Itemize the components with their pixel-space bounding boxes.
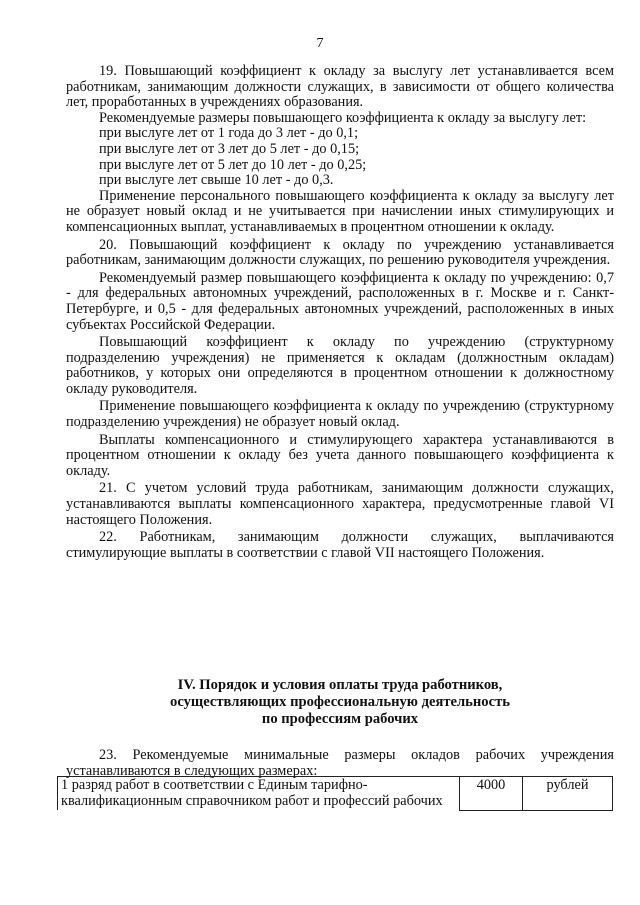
section-heading-line-2: осуществляющих профессиональную деятельность: [170, 694, 510, 710]
page-number: 7: [316, 36, 324, 51]
rates-table: [57, 776, 613, 811]
paragraph-20: 20. Повышающий коэффициент к окладу по учреждению устанавливается работникам, занимающим должности служащих, по решению руководителя учреждения.: [66, 236, 614, 269]
paragraph-recommended-coefficient: Рекомендуемый размер повышающего коэффициента к окладу по учреждению: 0,7 - для федеральных автономных учреждений, расположенных в г. Москве и г. Санкт-Петербурге, и 0,5 - для федеральных автономных учреждений, расположенных в иных субъектах Российской Федерации.: [66, 269, 614, 333]
seniority-item-3: при выслуге лет от 5 лет до 10 лет - до 0,25;: [99, 156, 367, 173]
document-body: [66, 64, 614, 561]
seniority-item-2: при выслуге лет от 3 лет до 5 лет - до 0,15;: [99, 140, 360, 157]
seniority-item-1: при выслуге лет от 1 года до 3 лет - до 0,1;: [99, 125, 359, 142]
section-heading: [66, 677, 614, 728]
rate-description-cell: 1 разряд работ в соответствии с Единым тарифно-квалификационным справочником работ и профессий рабочих: [58, 777, 460, 811]
rate-unit-cell: рублей: [523, 777, 613, 811]
paragraph-personal-coefficient: Применение персонального повышающего коэффициента к окладу за выслугу лет не образует новый оклад и не учитывается при начислении иных стимулирующих и компенсационных выплат, устанавливаемых в процентном отношении к окладу.: [66, 187, 614, 235]
paragraph-22: 22. Работникам, занимающим должности служащих, выплачиваются стимулирующие выплаты в соответствии с главой VII настоящего Положения.: [66, 529, 614, 561]
paragraph-19: 19. Повышающий коэффициент к окладу за выслугу лет устанавливается всем работникам, занимающим должности служащих, в зависимости от общего количества лет, проработанных в учреждениях образования.: [66, 63, 614, 111]
paragraph-coefficient-no-new-salary: Применение повышающего коэффициента к окладу по учреждению (структурному подразделению учреждения) не образует новый оклад.: [66, 398, 614, 431]
table-row: [58, 777, 613, 811]
section-heading-line-1: IV. Порядок и условия оплаты труда работников,: [177, 677, 503, 693]
seniority-item-4: при выслуге лет свыше 10 лет - до 0,3.: [99, 172, 334, 189]
paragraph-seniority-intro: Рекомендуемые размеры повышающего коэффициента к окладу за выслугу лет:: [99, 109, 587, 126]
paragraph-coefficient-not-applied: Повышающий коэффициент к окладу по учреждению (структурному подразделению учреждения) не применяется к окладам (должностным окладам) работников, у которых они определяются в процентном отношении к должностному окладу руководителя.: [66, 334, 614, 397]
section-heading-line-3: по профессиям рабочих: [261, 711, 419, 727]
paragraph-21: 21. С учетом условий труда работникам, занимающим должности служащих, устанавливаются выплаты компенсационного характера, предусмотренные главой VI настоящего Положения.: [66, 480, 614, 528]
rate-amount-cell: 4000: [460, 777, 523, 811]
paragraph-23: 23. Рекомендуемые минимальные размеры окладов рабочих учреждения устанавливаются в следующих размерах:: [66, 747, 614, 779]
paragraph-payments-percentage: Выплаты компенсационного и стимулирующего характера устанавливаются в процентном отношении к окладу без учета данного повышающего коэффициента к окладу.: [66, 431, 614, 479]
